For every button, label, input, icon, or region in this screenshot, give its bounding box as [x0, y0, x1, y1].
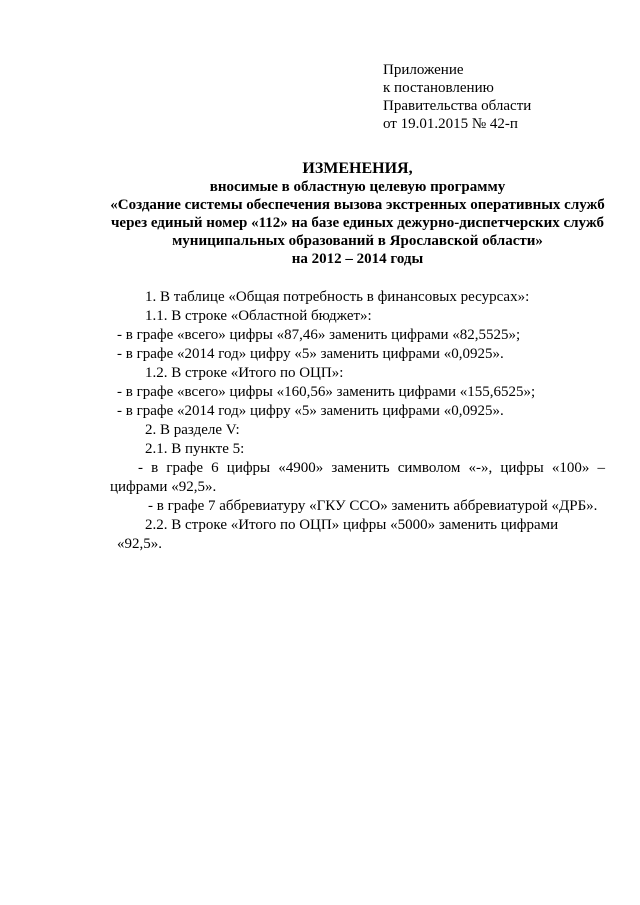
- paragraph: - в графе «2014 год» цифру «5» заменить цифрами «0,0925».: [117, 346, 504, 362]
- paragraph: 2.2. В строке «Итого по ОЦП» цифры «5000» заменить цифрами «92,5».: [117, 517, 559, 552]
- paragraph: - в графе 7 аббревиатуру «ГКУ ССО» заменить аббревиатурой «ДРБ».: [148, 498, 598, 514]
- title-heading: ИЗМЕНЕНИЯ,: [302, 160, 413, 177]
- paragraph: 1. В таблице «Общая потребность в финансовых ресурсах»:: [145, 289, 530, 305]
- document-body-continued: [110, 459, 605, 554]
- paragraph: - в графе 6 цифры «4900» заменить символом «-», цифры «100» – цифрами «92,5».: [110, 460, 605, 495]
- appendix-line: Правительства области: [383, 98, 532, 114]
- paragraph: 1.2. В строке «Итого по ОЦП»:: [145, 365, 344, 381]
- appendix-line: Приложение: [383, 62, 464, 78]
- paragraph: - в графе «2014 год» цифру «5» заменить цифрами «0,0925».: [117, 403, 504, 419]
- title-line: вносимые в областную целевую программу: [209, 179, 506, 195]
- paragraph: 2. В разделе V:: [145, 422, 240, 438]
- title-line: муниципальных образований в Ярославской области»: [172, 233, 543, 249]
- title-line: «Создание системы обеспечения вызова экстренных оперативных служб: [110, 197, 605, 213]
- appendix-header: [383, 61, 531, 133]
- paragraph: 1.1. В строке «Областной бюджет»:: [145, 308, 372, 324]
- paragraph: 2.1. В пункте 5:: [145, 441, 245, 457]
- document-body: [117, 288, 605, 459]
- title-line: через единый номер «112» на базе единых дежурно-диспетчерских служб: [110, 215, 605, 231]
- document-title: [110, 160, 605, 268]
- appendix-line: от 19.01.2015 № 42-п: [383, 116, 518, 132]
- appendix-line: к постановлению: [383, 80, 494, 96]
- paragraph: - в графе «всего» цифры «160,56» заменить цифрами «155,6525»;: [117, 384, 536, 400]
- paragraph: - в графе «всего» цифры «87,46» заменить цифрами «82,5525»;: [117, 327, 521, 343]
- title-line: на 2012 – 2014 годы: [291, 251, 424, 267]
